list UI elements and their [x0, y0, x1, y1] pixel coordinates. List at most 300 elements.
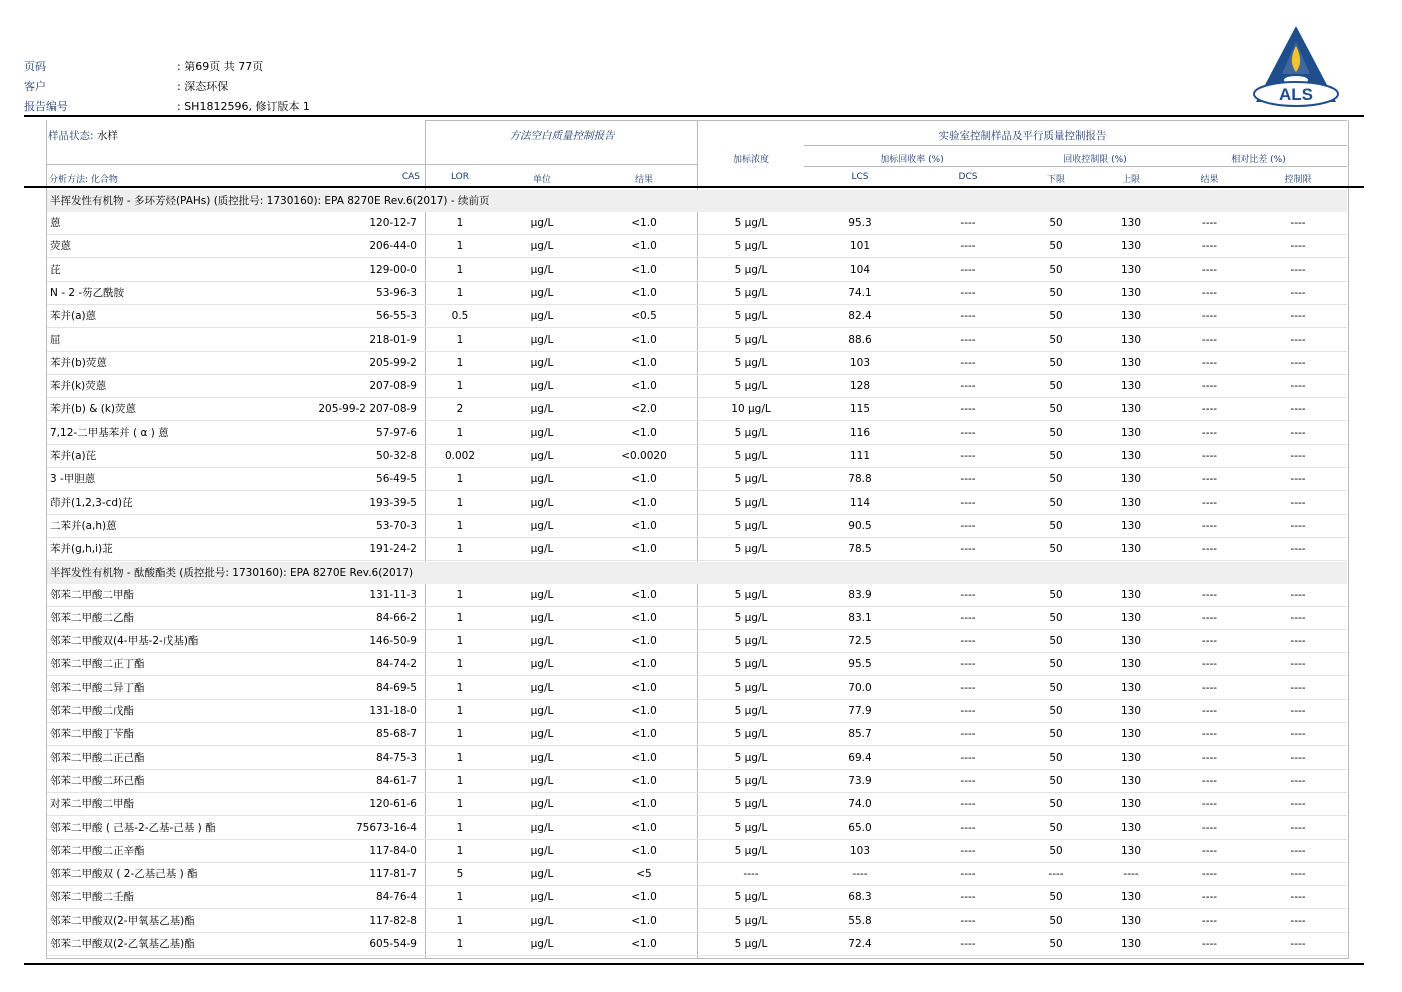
cell-low-limit: 50	[1049, 473, 1063, 486]
cas-header: CAS	[401, 172, 420, 182]
cell-unit: µg/L	[530, 705, 554, 717]
table-row	[47, 422, 1347, 445]
cell-dcs: ----	[960, 635, 976, 648]
table-row	[47, 677, 1347, 700]
rpd-result-header: 结果	[1200, 175, 1219, 185]
cell-dcs: ----	[960, 914, 976, 927]
cell-compound: 邻苯二甲酸二戊酯	[50, 705, 134, 717]
cell-lcs: 116	[849, 426, 871, 439]
cell-lor: 1	[456, 519, 464, 532]
cell-lcs: 95.3	[848, 217, 872, 229]
cell-cas: 131-18-0	[369, 705, 417, 717]
cell-rpd-limit: ----	[1290, 217, 1306, 229]
header-bottom-rule	[24, 186, 1364, 188]
cell-spike-conc: 5 µg/L	[734, 914, 768, 927]
cell-unit: µg/L	[530, 681, 554, 694]
table-row	[47, 329, 1347, 352]
cell-lor: 1	[456, 658, 464, 671]
cell-low-limit: 50	[1049, 844, 1063, 857]
cell-rpd-limit: ----	[1290, 333, 1306, 346]
cell-lor: 1	[456, 240, 464, 253]
cell-result: <1.0	[631, 611, 657, 624]
table-row	[47, 492, 1347, 515]
table-row	[47, 259, 1347, 282]
cell-rpd-limit: ----	[1290, 496, 1306, 509]
table-row	[47, 770, 1347, 793]
cell-lor: 1	[456, 217, 464, 229]
cell-high-limit: 130	[1120, 938, 1142, 950]
cell-spike-conc: 5 µg/L	[734, 426, 768, 439]
cell-low-limit: 50	[1049, 263, 1063, 276]
cell-dcs: ----	[960, 310, 976, 323]
cell-lcs: 101	[849, 240, 871, 253]
cell-low-limit: 50	[1049, 380, 1063, 393]
cell-result: <1.0	[631, 286, 657, 299]
cell-rpd-limit: ----	[1290, 821, 1306, 834]
cell-rpd-limit: ----	[1290, 844, 1306, 857]
cell-unit: µg/L	[530, 217, 554, 229]
cell-high-limit: 130	[1120, 356, 1142, 369]
cell-compound: 苯并(b) & (k)荧蒽	[50, 403, 136, 416]
cell-rpd-result: ----	[1201, 333, 1218, 346]
cell-unit: µg/L	[530, 938, 554, 950]
cell-rpd-result: ----	[1201, 450, 1218, 462]
cell-low-limit: 50	[1049, 751, 1063, 764]
cell-low-limit: 50	[1049, 403, 1063, 416]
cell-compound: 7,12-二甲基苯并 ( α ) 蒽	[50, 426, 169, 439]
cell-rpd-result: ----	[1201, 240, 1218, 253]
table-row	[47, 445, 1347, 468]
cell-unit: µg/L	[530, 774, 554, 787]
cell-lor: 1	[456, 588, 464, 601]
cell-result: <5	[636, 868, 652, 881]
cell-lor: 5	[456, 868, 464, 881]
cell-compound: 邻苯二甲酸二甲酯	[50, 588, 134, 601]
cell-compound: 3 -甲胆蒽	[50, 473, 96, 486]
cell-high-limit: 130	[1120, 588, 1142, 601]
cell-lcs: 114	[849, 496, 871, 509]
cell-spike-conc: 5 µg/L	[734, 611, 768, 624]
cell-high-limit: 130	[1120, 380, 1142, 393]
cell-compound: 邻苯二甲酸丁苄酯	[50, 728, 134, 741]
cell-dcs: ----	[960, 333, 976, 346]
cell-low-limit: 50	[1049, 543, 1063, 556]
cell-lcs: 103	[849, 356, 871, 369]
cell-rpd-result: ----	[1201, 286, 1218, 299]
table-row	[47, 235, 1347, 258]
cell-dcs: ----	[960, 263, 976, 276]
cell-dcs: ----	[960, 426, 976, 439]
cell-lor: 1	[456, 681, 464, 694]
cell-lor: 1	[456, 263, 464, 276]
cell-lor: 0.002	[444, 450, 476, 462]
cell-rpd-result: ----	[1201, 588, 1218, 601]
cell-lor: 1	[456, 333, 464, 346]
cell-compound: 邻苯二甲酸二环己酯	[50, 774, 145, 787]
cell-high-limit: 130	[1120, 705, 1142, 717]
cell-rpd-limit: ----	[1290, 681, 1306, 694]
cell-lcs: 115	[849, 403, 871, 416]
cell-rpd-limit: ----	[1290, 426, 1306, 439]
cell-cas: 117-82-8	[369, 914, 417, 927]
cell-spike-conc: 5 µg/L	[734, 217, 768, 229]
cell-unit: µg/L	[530, 543, 554, 556]
cell-spike-conc: 5 µg/L	[734, 681, 768, 694]
cell-lcs: 83.9	[848, 588, 872, 601]
method-compound-header: 分析方法: 化合物	[49, 175, 118, 185]
cell-low-limit: 50	[1049, 938, 1063, 950]
cell-unit: µg/L	[530, 286, 554, 299]
cell-lor: 1	[456, 496, 464, 509]
lor-header: LOR	[450, 172, 470, 182]
cell-lcs: 83.1	[848, 611, 872, 624]
cell-cas: 84-75-3	[376, 751, 417, 764]
cell-spike-conc: 10 µg/L	[731, 403, 771, 416]
cell-low-limit: 50	[1049, 286, 1063, 299]
cell-high-limit: 130	[1120, 519, 1142, 532]
cell-rpd-limit: ----	[1290, 263, 1306, 276]
cell-cas: 205-99-2 207-08-9	[318, 403, 417, 416]
cell-spike-conc: 5 µg/L	[734, 705, 768, 717]
cell-rpd-limit: ----	[1290, 403, 1306, 416]
cell-dcs: ----	[960, 403, 976, 416]
cell-high-limit: 130	[1120, 426, 1142, 439]
table-row	[47, 700, 1347, 723]
table-row	[47, 723, 1347, 746]
cell-low-limit: 50	[1049, 728, 1063, 741]
cell-cas: 117-84-0	[369, 844, 417, 857]
cell-lor: 2	[456, 403, 464, 416]
cell-low-limit: ----	[1048, 868, 1064, 881]
high-limit-header: 上限	[1121, 175, 1140, 185]
cell-dcs: ----	[960, 356, 976, 369]
top-rule	[24, 115, 1364, 117]
cell-compound: 荧蒽	[50, 240, 71, 253]
cell-rpd-result: ----	[1201, 821, 1218, 834]
cell-lcs: 104	[849, 263, 871, 276]
svg-text:ALS: ALS	[1279, 85, 1313, 104]
cell-low-limit: 50	[1049, 588, 1063, 601]
header-line	[426, 120, 698, 121]
cell-cas: 84-76-4	[376, 891, 417, 904]
cell-lcs: 68.3	[848, 891, 872, 904]
cell-rpd-limit: ----	[1290, 774, 1306, 787]
cell-rpd-result: ----	[1201, 519, 1218, 532]
cell-unit: µg/L	[530, 380, 554, 393]
cell-spike-conc: 5 µg/L	[734, 658, 768, 671]
cell-compound: 邻苯二甲酸双 ( 2-乙基己基 ) 酯	[50, 868, 198, 881]
cell-lcs: 72.4	[848, 938, 872, 950]
cell-high-limit: 130	[1120, 286, 1142, 299]
cell-unit: µg/L	[530, 728, 554, 741]
spike-conc-header: 加标浓度	[732, 155, 769, 165]
cell-lor: 1	[456, 705, 464, 717]
table-row	[47, 375, 1347, 398]
cell-cas: 206-44-0	[369, 240, 417, 253]
cell-compound: 茚并(1,2,3-cd)芘	[50, 496, 133, 509]
cell-lcs: 78.5	[848, 543, 872, 556]
cell-high-limit: 130	[1120, 891, 1142, 904]
cell-result: <1.0	[631, 519, 657, 532]
cell-unit: µg/L	[530, 356, 554, 369]
cell-cas: 56-49-5	[376, 473, 417, 486]
cell-unit: µg/L	[530, 635, 554, 648]
cell-lor: 1	[456, 611, 464, 624]
table-row	[47, 886, 1347, 909]
table-row	[47, 630, 1347, 653]
cell-high-limit: 130	[1120, 543, 1142, 556]
cell-result: <1.0	[631, 635, 657, 648]
cell-low-limit: 50	[1049, 821, 1063, 834]
cell-dcs: ----	[960, 705, 976, 717]
cell-dcs: ----	[960, 844, 976, 857]
cell-compound: 苯并(a)芘	[50, 450, 97, 462]
cell-result: <1.0	[631, 426, 657, 439]
cell-cas: 207-08-9	[369, 380, 417, 393]
cell-low-limit: 50	[1049, 217, 1063, 229]
cell-compound: 邻苯二甲酸双(2-乙氧基乙基)酯	[50, 938, 195, 950]
cell-result: <1.0	[631, 705, 657, 717]
cell-cas: 56-55-3	[376, 310, 417, 323]
cell-dcs: ----	[960, 891, 976, 904]
cell-result: <1.0	[631, 681, 657, 694]
cell-unit: µg/L	[530, 868, 554, 881]
cell-low-limit: 50	[1049, 681, 1063, 694]
cell-lcs: 103	[849, 844, 871, 857]
cell-lcs: 82.4	[848, 310, 872, 323]
low-limit-header: 下限	[1046, 175, 1065, 185]
cell-lor: 1	[456, 356, 464, 369]
cell-cas: 117-81-7	[369, 868, 417, 881]
cell-dcs: ----	[960, 658, 976, 671]
cell-result: <1.0	[631, 380, 657, 393]
table-row	[47, 840, 1347, 863]
cell-result: <1.0	[631, 798, 657, 811]
cell-spike-conc: 5 µg/L	[734, 798, 768, 811]
cell-cas: 205-99-2	[369, 356, 417, 369]
cell-spike-conc: 5 µg/L	[734, 728, 768, 741]
cell-lor: 1	[456, 891, 464, 904]
rpd-limit-header: 控制限	[1284, 175, 1312, 185]
cell-rpd-limit: ----	[1290, 938, 1306, 950]
cell-compound: 邻苯二甲酸二正辛酯	[50, 844, 145, 857]
cell-high-limit: 130	[1120, 496, 1142, 509]
cell-cas: 218-01-9	[369, 333, 417, 346]
cell-rpd-limit: ----	[1290, 356, 1306, 369]
cell-rpd-result: ----	[1201, 356, 1218, 369]
cell-lcs: 88.6	[848, 333, 872, 346]
cell-spike-conc: 5 µg/L	[734, 635, 768, 648]
cell-cas: 146-50-9	[369, 635, 417, 648]
cell-compound: 邻苯二甲酸二正丁酯	[50, 658, 145, 671]
cell-rpd-result: ----	[1201, 543, 1218, 556]
cell-dcs: ----	[960, 728, 976, 741]
bottom-rule	[24, 963, 1364, 965]
cell-lor: 1	[456, 543, 464, 556]
cell-rpd-result: ----	[1201, 496, 1218, 509]
cell-cas: 129-00-0	[369, 263, 417, 276]
cell-rpd-limit: ----	[1290, 798, 1306, 811]
cell-unit: µg/L	[530, 450, 554, 462]
cell-spike-conc: 5 µg/L	[734, 450, 768, 462]
table-row	[47, 933, 1347, 956]
dcs-header: DCS	[958, 172, 978, 182]
cell-low-limit: 50	[1049, 240, 1063, 253]
cell-result: <1.0	[631, 217, 657, 229]
cell-unit: µg/L	[530, 821, 554, 834]
table-row	[47, 305, 1347, 328]
cell-dcs: ----	[960, 681, 976, 694]
cell-result: <1.0	[631, 728, 657, 741]
cell-lcs: 70.0	[848, 681, 872, 694]
cell-rpd-result: ----	[1201, 705, 1218, 717]
cell-result: <1.0	[631, 914, 657, 927]
cell-cas: 84-61-7	[376, 774, 417, 787]
cell-high-limit: 130	[1120, 821, 1142, 834]
cell-cas: 193-39-5	[369, 496, 417, 509]
cell-result: <0.5	[631, 310, 657, 323]
cell-result: <1.0	[631, 891, 657, 904]
cell-rpd-limit: ----	[1290, 705, 1306, 717]
cell-result: <1.0	[631, 774, 657, 787]
cell-unit: µg/L	[530, 310, 554, 323]
cell-rpd-limit: ----	[1290, 891, 1306, 904]
cell-rpd-result: ----	[1201, 891, 1218, 904]
cell-unit: µg/L	[530, 496, 554, 509]
cell-lor: 1	[456, 473, 464, 486]
cell-spike-conc: 5 µg/L	[734, 543, 768, 556]
cell-high-limit: 130	[1120, 473, 1142, 486]
cell-spike-conc: 5 µg/L	[734, 774, 768, 787]
cell-unit: µg/L	[530, 519, 554, 532]
cell-lcs: 74.1	[848, 286, 872, 299]
cell-cas: 605-54-9	[369, 938, 417, 950]
cell-result: <0.0020	[621, 450, 667, 462]
cell-cas: 84-74-2	[376, 658, 417, 671]
lcs-title: 实验室控制样品及平行质量控制报告	[938, 130, 1107, 142]
cell-rpd-result: ----	[1201, 938, 1218, 950]
cell-rpd-limit: ----	[1290, 240, 1306, 253]
cell-result: <1.0	[631, 821, 657, 834]
cell-compound: 邻苯二甲酸 ( 己基-2-乙基-己基 ) 酯	[50, 821, 216, 834]
cell-unit: µg/L	[530, 333, 554, 346]
cell-rpd-limit: ----	[1290, 588, 1306, 601]
cell-low-limit: 50	[1049, 519, 1063, 532]
table-row	[47, 212, 1347, 235]
table-row	[47, 282, 1347, 305]
cell-low-limit: 50	[1049, 774, 1063, 787]
cell-dcs: ----	[960, 380, 976, 393]
cell-unit: µg/L	[530, 844, 554, 857]
cell-rpd-result: ----	[1201, 658, 1218, 671]
cell-dcs: ----	[960, 588, 976, 601]
cell-cas: 131-11-3	[369, 588, 417, 601]
cell-lcs: 90.5	[848, 519, 872, 532]
cell-compound: 二苯并(a,h)蒽	[50, 519, 117, 532]
recovery-header: 加标回收率 (%)	[880, 155, 944, 165]
cell-spike-conc: 5 µg/L	[734, 240, 768, 253]
cell-compound: 屈	[50, 333, 61, 346]
cell-rpd-limit: ----	[1290, 868, 1306, 881]
cell-cas: 120-61-6	[369, 798, 417, 811]
cell-lcs: 128	[849, 380, 871, 393]
cell-rpd-result: ----	[1201, 914, 1218, 927]
lcs-header: LCS	[851, 172, 869, 182]
cell-lcs: 65.0	[848, 821, 872, 834]
cell-spike-conc: 5 µg/L	[734, 496, 768, 509]
cell-dcs: ----	[960, 543, 976, 556]
cell-result: <1.0	[631, 496, 657, 509]
cell-compound: N - 2 -芴乙酰胺	[50, 286, 125, 299]
cell-high-limit: ----	[1123, 868, 1139, 881]
cell-result: <1.0	[631, 473, 657, 486]
table-row	[47, 793, 1347, 816]
cell-rpd-result: ----	[1201, 426, 1218, 439]
cell-compound: 芘	[50, 263, 61, 276]
cell-compound: 苯并(k)荧蒽	[50, 380, 107, 393]
cell-rpd-result: ----	[1201, 403, 1218, 416]
cell-lcs: 95.5	[848, 658, 872, 671]
cell-dcs: ----	[960, 240, 976, 253]
cell-rpd-limit: ----	[1290, 635, 1306, 648]
cell-rpd-limit: ----	[1290, 543, 1306, 556]
cell-cas: 84-69-5	[376, 681, 417, 694]
cell-result: <1.0	[631, 588, 657, 601]
cell-low-limit: 50	[1049, 611, 1063, 624]
cell-rpd-result: ----	[1201, 751, 1218, 764]
cell-dcs: ----	[960, 496, 976, 509]
cell-cas: 84-66-2	[376, 611, 417, 624]
cell-high-limit: 130	[1120, 798, 1142, 811]
cell-spike-conc: 5 µg/L	[734, 844, 768, 857]
table-row	[47, 863, 1347, 886]
table-row	[47, 468, 1347, 491]
cell-cas: 50-32-8	[376, 450, 417, 462]
cell-rpd-result: ----	[1201, 844, 1218, 857]
cell-compound: 邻苯二甲酸双(2-甲氧基乙基)酯	[50, 914, 195, 927]
cell-cas: 75673-16-4	[355, 821, 417, 834]
cell-high-limit: 130	[1120, 728, 1142, 741]
cell-low-limit: 50	[1049, 658, 1063, 671]
cell-unit: µg/L	[530, 798, 554, 811]
report-label: 报告编号	[24, 100, 68, 113]
cell-result: <1.0	[631, 240, 657, 253]
cell-compound: 邻苯二甲酸二异丁酯	[50, 681, 145, 694]
cell-high-limit: 130	[1120, 681, 1142, 694]
cell-spike-conc: 5 µg/L	[734, 286, 768, 299]
header-line	[804, 145, 1347, 146]
client-label: 客户	[24, 80, 46, 93]
cell-rpd-result: ----	[1201, 473, 1218, 486]
cell-compound: 邻苯二甲酸二壬酯	[50, 891, 134, 904]
cell-spike-conc: 5 µg/L	[734, 356, 768, 369]
cell-result: <1.0	[631, 658, 657, 671]
cell-lor: 1	[456, 286, 464, 299]
table-row	[47, 607, 1347, 630]
cell-rpd-result: ----	[1201, 868, 1218, 881]
cell-low-limit: 50	[1049, 450, 1063, 462]
cell-lor: 1	[456, 728, 464, 741]
cell-lor: 1	[456, 844, 464, 857]
cell-lcs: 73.9	[848, 774, 872, 787]
cell-lor: 1	[456, 635, 464, 648]
cell-rpd-result: ----	[1201, 774, 1218, 787]
cell-unit: µg/L	[530, 891, 554, 904]
cell-high-limit: 130	[1120, 263, 1142, 276]
cell-compound: 苯并(g,h,i)苝	[50, 543, 113, 556]
cell-lor: 0.5	[451, 310, 469, 323]
cell-low-limit: 50	[1049, 356, 1063, 369]
